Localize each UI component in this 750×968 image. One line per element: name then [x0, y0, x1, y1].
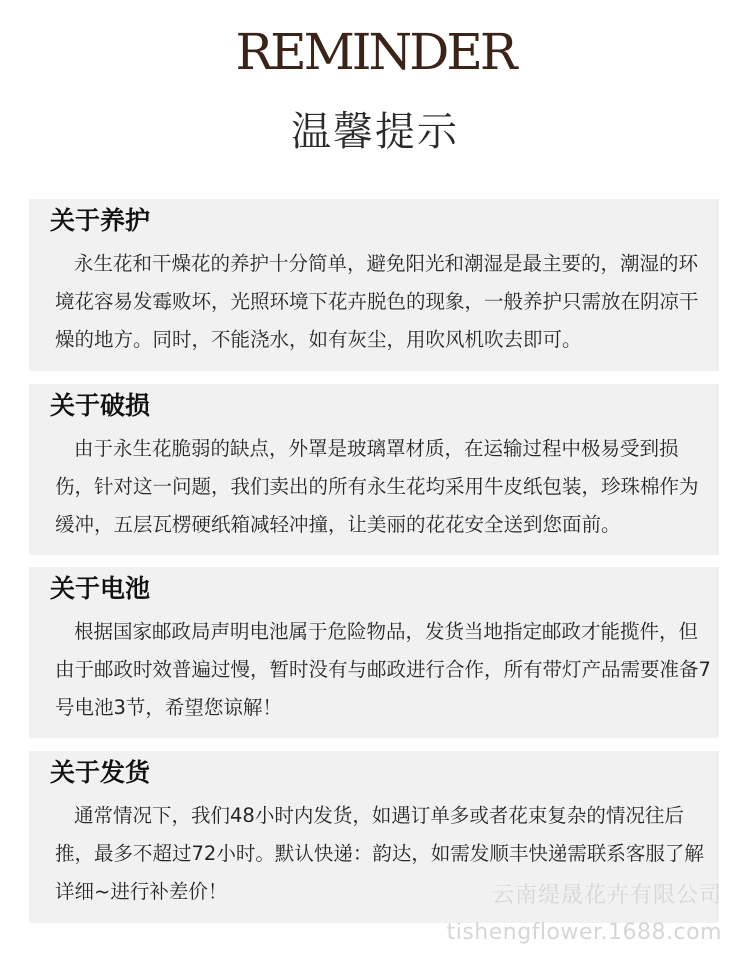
section-body: 根据国家邮政局声明电池属于危险物品，发货当地指定邮政才能揽件，但由于邮政时效普遍过慢，暂时没有与邮政进行合作，所有带灯产品需要准备7号电池3节，希望您谅解！ [55, 620, 711, 719]
section-heading: 关于发货 [50, 758, 151, 787]
section-heading: 关于电池 [50, 574, 151, 603]
page-title-chinese: 温馨提示 [291, 109, 459, 155]
page-title-english: REMINDER [235, 23, 515, 81]
section-battery [29, 567, 719, 738]
section-heading: 关于破损 [50, 391, 151, 420]
section-heading: 关于养护 [50, 206, 151, 235]
section-body: 通常情况下，我们48小时内发货，如遇订单多或者花束复杂的情况往后推，最多不超过72小时。默认快递：韵达，如需发顺丰快递需联系客服了解详细~进行补差价！ [55, 804, 704, 903]
section-damage [29, 384, 719, 555]
watermark-site: tishengflower.1688.com [446, 920, 722, 945]
watermark-company: 云南缇晟花卉有限公司 [491, 883, 722, 908]
section-body: 由于永生花脆弱的缺点，外罩是玻璃罩材质，在运输过程中极易受到损伤，针对这一问题，我们卖出的所有永生花均采用牛皮纸包装，珍珠棉作为缓冲，五层瓦楞硬纸箱减轻冲撞，让美丽的花花安全送到您面前。 [55, 437, 699, 536]
section-body: 永生花和干燥花的养护十分简单，避免阳光和潮湿是最主要的，潮湿的环境花容易发霉败坏，光照环境下花卉脱色的现象，一般养护只需放在阴凉干燥的地方。同时，不能浇水，如有灰尘，用吹风机吹去即可。 [55, 252, 699, 351]
section-care [29, 199, 719, 371]
